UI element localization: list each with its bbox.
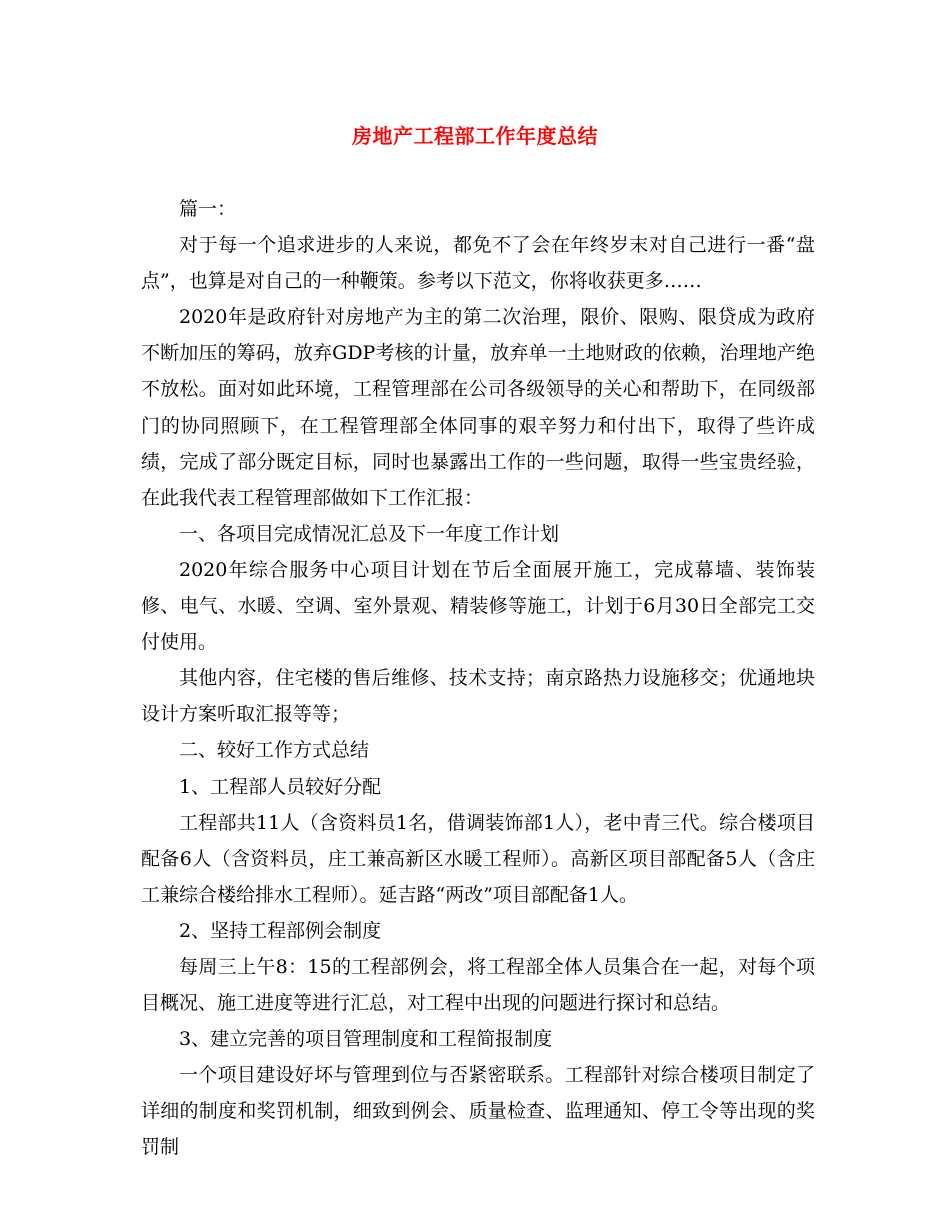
document-body xyxy=(141,191,815,1166)
subsection-heading: 2、坚持工程部例会制度 xyxy=(179,919,382,942)
subsection-heading: 3、建立完善的项目管理制度和工程简报制度 xyxy=(179,1028,553,1051)
paragraph: 每周三上午8：15的工程部例会，将工程部全体人员集合在一起，对每个项目概况、施工进度等进行汇总，对工程中出现的问题进行探讨和总结。 xyxy=(141,955,815,1015)
paragraph: 其他内容，住宅楼的售后维修、技术支持；南京路热力设施移交；优通地块设计方案听取汇报等等； xyxy=(141,667,815,726)
paragraph: 对于每一个追求进步的人来说，都免不了会在年终岁末对自己进行一番“盘点”，也算是对自己的一种鞭策。参考以下范文，你将收获更多…… xyxy=(141,234,815,293)
paragraph: 2020年综合服务中心项目计划在节后全面展开施工，完成幕墙、装饰装修、电气、水暖、空调、室外景观、精装修等施工，计划于6月30日全部完工交付使用。 xyxy=(141,558,815,654)
subsection-heading: 1、工程部人员较好分配 xyxy=(179,775,382,798)
paragraph: 工程部共11人（含资料员1名，借调装饰部1人），老中青三代。综合楼项目配备6人（含资料员，庄工兼高新区水暖工程师）。高新区项目部配备5人（含庄工兼综合楼给排水工程师）。延吉路“两改”项目部配备1人。 xyxy=(141,811,815,906)
paragraph: 篇一： xyxy=(179,198,237,220)
paragraph: 一个项目建设好坏与管理到位与否紧密联系。工程部针对综合楼项目制定了详细的制度和奖罚机制，细致到例会、质量检查、监理通知、停工令等出现的奖罚制 xyxy=(141,1064,815,1159)
document-title: 房地产工程部工作年度总结 xyxy=(352,124,598,148)
paragraph: 2020年是政府针对房地产为主的第二次治理，限价、限购、限贷成为政府不断加压的筹码，放弃GDP考核的计量，放弃单一土地财政的依赖，治理地产绝不放松。面对如此环境，工程管理部在公司各级领导的关心和帮助下，在同级部门的协同照顾下，在工程管理部全体同事的艰辛努力和付出下，取得了些许成绩，完成了部分既定目标，同时也暴露出工作的一些问题，取得一些宝贵经验，在此我代表工程管理部做如下工作汇报： xyxy=(141,306,815,509)
section-heading: 一、各项目完成情况汇总及下一年度工作计划 xyxy=(179,522,560,545)
section-heading: 二、较好工作方式总结 xyxy=(179,739,370,762)
